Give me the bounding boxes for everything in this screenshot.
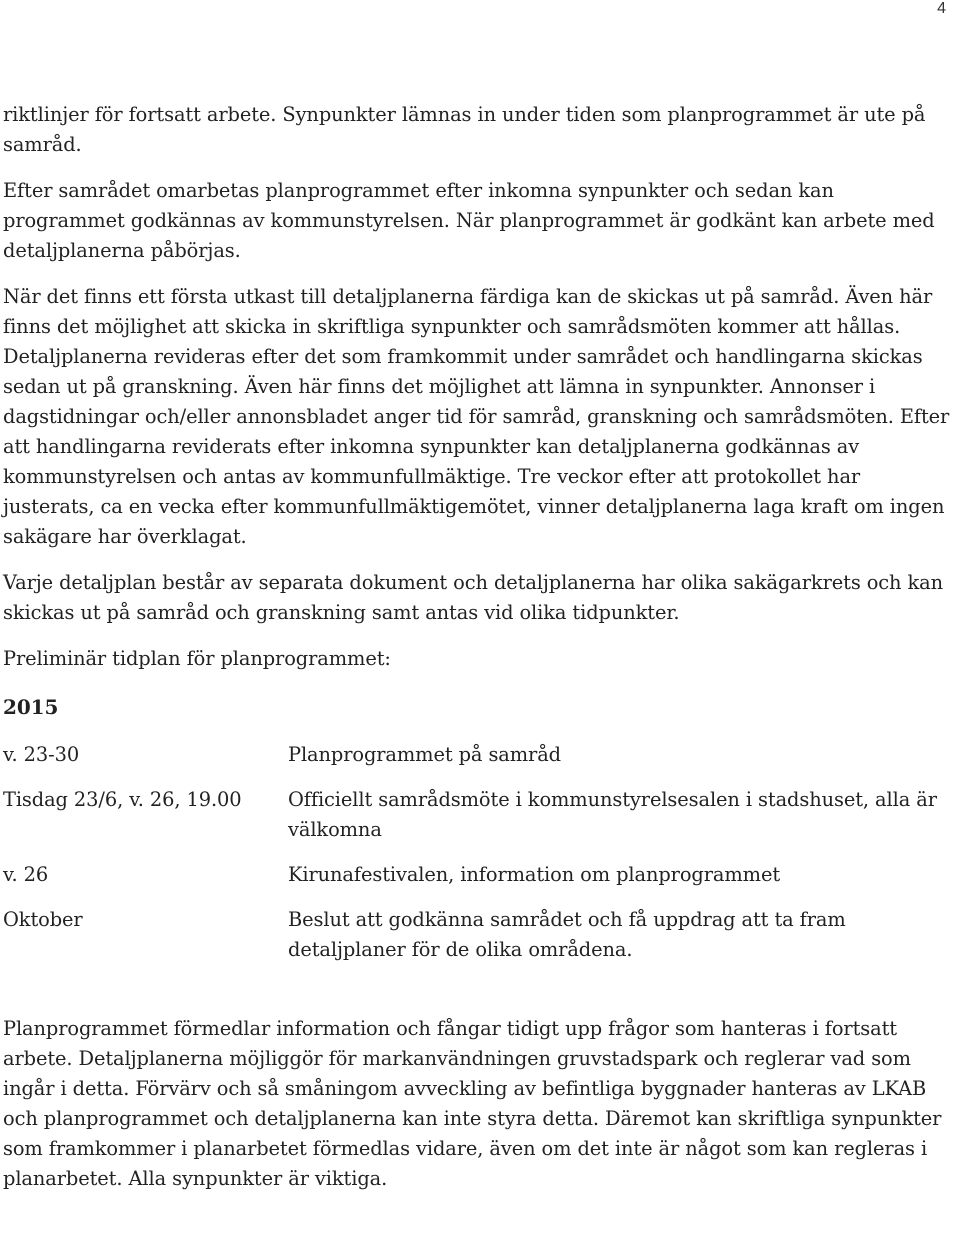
paragraph: Efter samrådet omarbetas planprogrammet efter inkomna synpunkter och sedan kan programmet godkännas av kommunstyrelsen. När planprogrammet är godkänt kan arbete med detaljplanerna påbörjas. <box>3 179 935 262</box>
schedule-year: 2015 <box>3 695 59 719</box>
schedule-what: Planprogrammet på samråd <box>288 743 561 766</box>
schedule-when: v. 23-30 <box>3 743 80 766</box>
page-number: 4 <box>937 0 946 17</box>
schedule-what: Beslut att godkänna samrådet och få uppdrag att ta fram detaljplaner för de olika områdena. <box>288 908 846 961</box>
schedule-when: v. 26 <box>3 863 49 886</box>
schedule-table <box>3 740 953 965</box>
schedule-what: Kirunafestivalen, information om planprogrammet <box>288 863 781 886</box>
schedule-heading: Preliminär tidplan för planprogrammet: <box>3 647 391 670</box>
schedule-row <box>3 905 953 965</box>
paragraph: Varje detaljplan består av separata dokument och detaljplanerna har olika sakägarkrets och kan skickas ut på samråd och granskning samt antas vid olika tidpunkter. <box>3 571 944 624</box>
schedule-row <box>3 860 953 890</box>
schedule-row <box>3 740 953 770</box>
schedule-when: Oktober <box>3 908 83 931</box>
section-spacer <box>3 980 953 1014</box>
schedule-when: Tisdag 23/6, v. 26, 19.00 <box>3 788 242 811</box>
paragraph: riktlinjer för fortsatt arbete. Synpunkter lämnas in under tiden som planprogrammet är ute på samråd. <box>3 103 926 156</box>
schedule-row <box>3 785 953 845</box>
schedule-what: Officiellt samrådsmöte i kommunstyrelsesalen i stadshuset, alla är välkomna <box>288 788 937 841</box>
document-body <box>3 100 953 1210</box>
paragraph: När det finns ett första utkast till detaljplanerna färdiga kan de skickas ut på samråd. Även här finns det möjlighet att skicka in skriftliga synpunkter och samrådsmöten kommer att hållas. Detaljplanerna revideras efter det som framkommit under samrådet och handlingarna skickas sedan ut på granskning. Även här finns det möjlighet att lämna in synpunkter. Annonser i dagstidningar och/eller annonsbladet anger tid för samråd, granskning och samrådsmöten. Efter att handlingarna reviderats efter inkomna synpunkter kan detaljplanerna godkännas av kommunstyrelsen och antas av kommunfullmäktige. Tre veckor efter att protokollet har justerats, ca en vecka efter kommunfullmäktigemötet, vinner detaljplanerna laga kraft om ingen sakägare har överklagat. <box>3 285 950 548</box>
closing-paragraph: Planprogrammet förmedlar information och fångar tidigt upp frågor som hanteras i fortsatt arbete. Detaljplanerna möjliggör för markanvändningen gruvstadspark och reglerar vad som ingår i detta. Förvärv och så småningom avveckling av befintliga byggnader hanteras av LKAB och planprogrammet och detaljplanerna kan inte styra detta. Däremot kan skriftliga synpunkter som framkommer i planarbetet förmedlas vidare, även om det inte är något som kan regleras i planarbetet. Alla synpunkter är viktiga. <box>3 1017 942 1190</box>
